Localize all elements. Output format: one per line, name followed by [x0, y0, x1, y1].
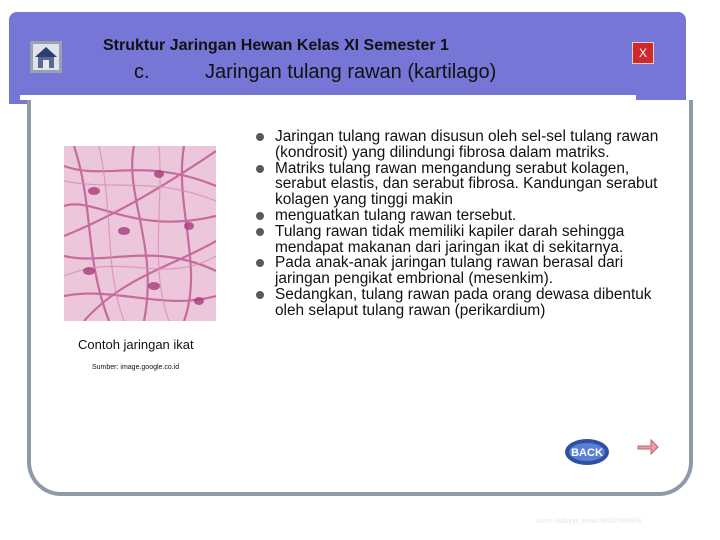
list-item-text: Matriks tulang rawan mengandung serabut kolagen, serabut elastis, dan serabut fibrosa. Kandungan serabut kolagen yang tinggi makin [275, 159, 658, 209]
section-title: Jaringan tulang rawan (kartilago) [205, 61, 497, 83]
header-divider [20, 95, 636, 100]
bullet-list [256, 129, 676, 319]
figure-source: Sumber: image.google.co.id [92, 364, 180, 371]
list-item [256, 224, 676, 256]
section-letter: c. [134, 61, 150, 83]
header-banner [9, 12, 686, 104]
list-item-text: Jaringan tulang rawan disusun oleh sel-sel tulang rawan (kondrosit) yang dilindungi fibrosa dalam matriks. [275, 128, 659, 161]
figure-caption: Contoh jaringan ikat [78, 337, 194, 352]
back-button[interactable] [562, 436, 612, 468]
close-icon: X [638, 46, 647, 60]
list-item [256, 255, 676, 287]
next-arrow-icon [636, 436, 660, 456]
back-label: BACK [571, 447, 603, 459]
bullet-icon [256, 228, 264, 236]
list-item-text: Pada anak-anak jaringan tulang rawan berasal dari jaringan pengikat embrional (mesenkim). [275, 254, 624, 288]
footer-credit: Anim Hidayat, www.08562589609 [536, 518, 642, 525]
home-button[interactable] [30, 41, 62, 73]
close-button[interactable] [632, 42, 654, 64]
list-item [256, 287, 676, 319]
bullet-icon [256, 212, 264, 220]
next-button[interactable] [636, 436, 660, 456]
bullet-icon [256, 291, 264, 299]
list-item [256, 129, 676, 161]
home-icon [30, 41, 62, 73]
list-item-text: Tulang rawan tidak memiliki kapiler darah sehingga mendapat makanan dari jaringan ikat di sekitarnya. [275, 222, 625, 256]
list-item [256, 161, 676, 208]
list-item-text: Sedangkan, tulang rawan pada orang dewasa dibentuk oleh selaput tulang rawan (perikardium) [275, 285, 652, 319]
cartilage-photo [64, 146, 216, 321]
bullet-icon [256, 133, 264, 141]
slide-subtitle: Struktur Jaringan Hewan Kelas XI Semester 1 [103, 37, 449, 54]
bullet-icon [256, 259, 264, 267]
back-icon [562, 436, 612, 468]
list-item [256, 208, 676, 224]
list-item-text: menguatkan tulang rawan tersebut. [275, 206, 517, 224]
bullet-icon [256, 165, 264, 173]
